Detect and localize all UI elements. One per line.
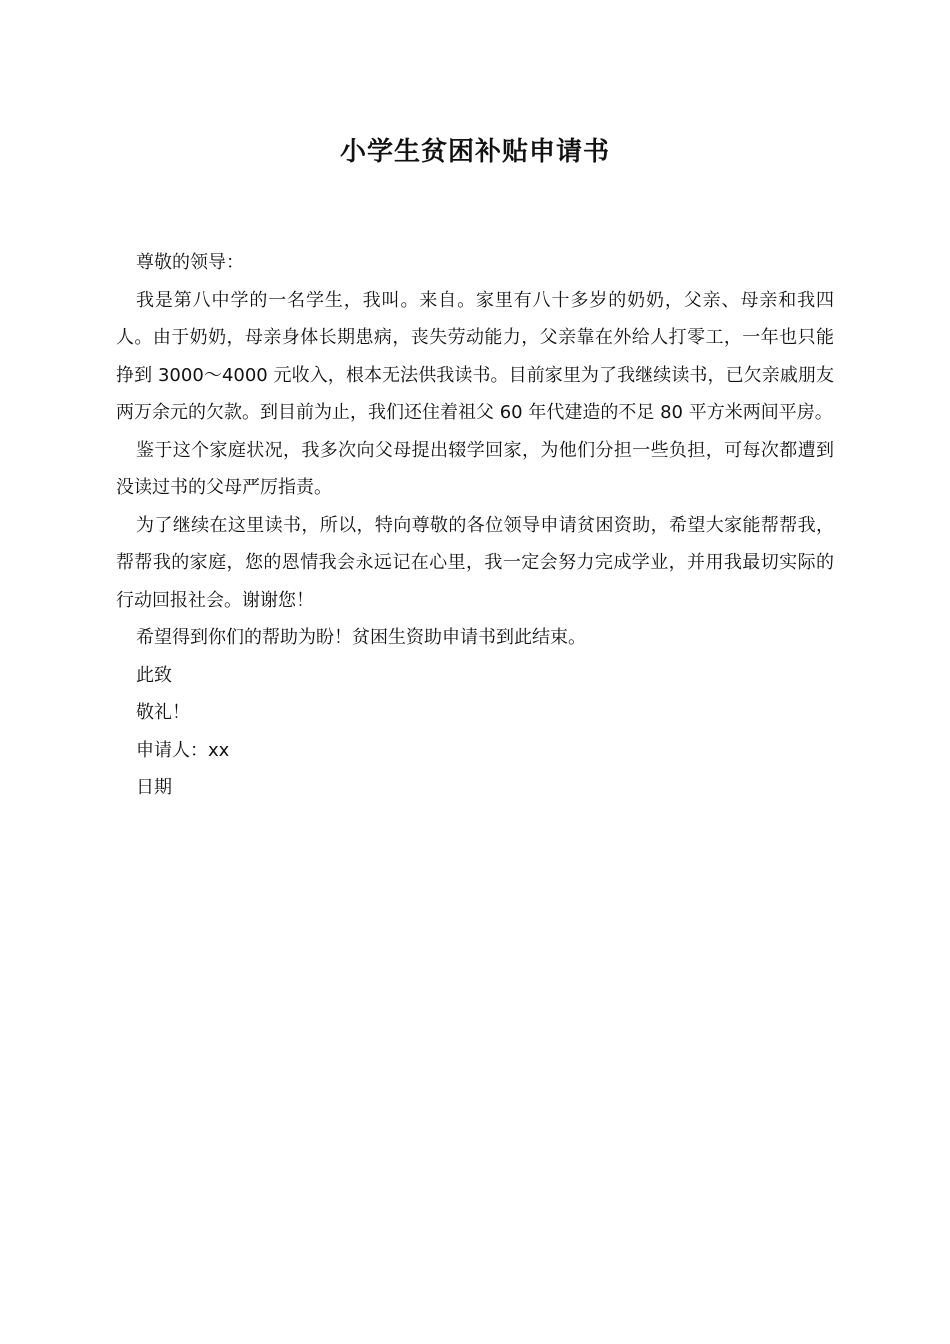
salutation: 尊敬的领导： [136, 252, 244, 273]
letter-body [116, 244, 834, 807]
paragraph-application: 为了继续在这里读书，所以，特向尊敬的各位领导申请贫困资助，希望大家能帮帮我，帮帮我的家庭，您的恩情我会永远记在心里，我一定会努力完成学业，并用我最切实际的行动回报社会。谢谢您！ [116, 514, 834, 611]
paragraph-dropout-request: 鉴于这个家庭状况，我多次向父母提出辍学回家，为他们分担一些负担，可每次都遭到没读过书的父母严厉指责。 [116, 439, 834, 498]
document-title: 小学生贫困补贴申请书 [339, 137, 610, 167]
closing-line-1: 此致 [136, 664, 172, 686]
paragraph-family-situation: 我是第八中学的一名学生，我叫。来自。家里有八十多岁的奶奶，父亲、母亲和我四人。由于奶奶，母亲身体长期患病，丧失劳动能力，父亲靠在外给人打零工，一年也只能挣到 3000～4000 元收入，根本无法供我读书。目前家里为了我继续读书，已欠亲戚朋友两万余元的欠款。到目前为止，我们还住着祖父 60 年代建造的不足 80 平方米两间平房。 [116, 289, 834, 423]
applicant-signature: 申请人：xx [136, 739, 230, 761]
closing-line-2: 敬礼！ [136, 702, 190, 723]
paragraph-conclusion: 希望得到你们的帮助为盼！贫困生资助申请书到此结束。 [136, 627, 586, 648]
date-line: 日期 [136, 777, 172, 798]
